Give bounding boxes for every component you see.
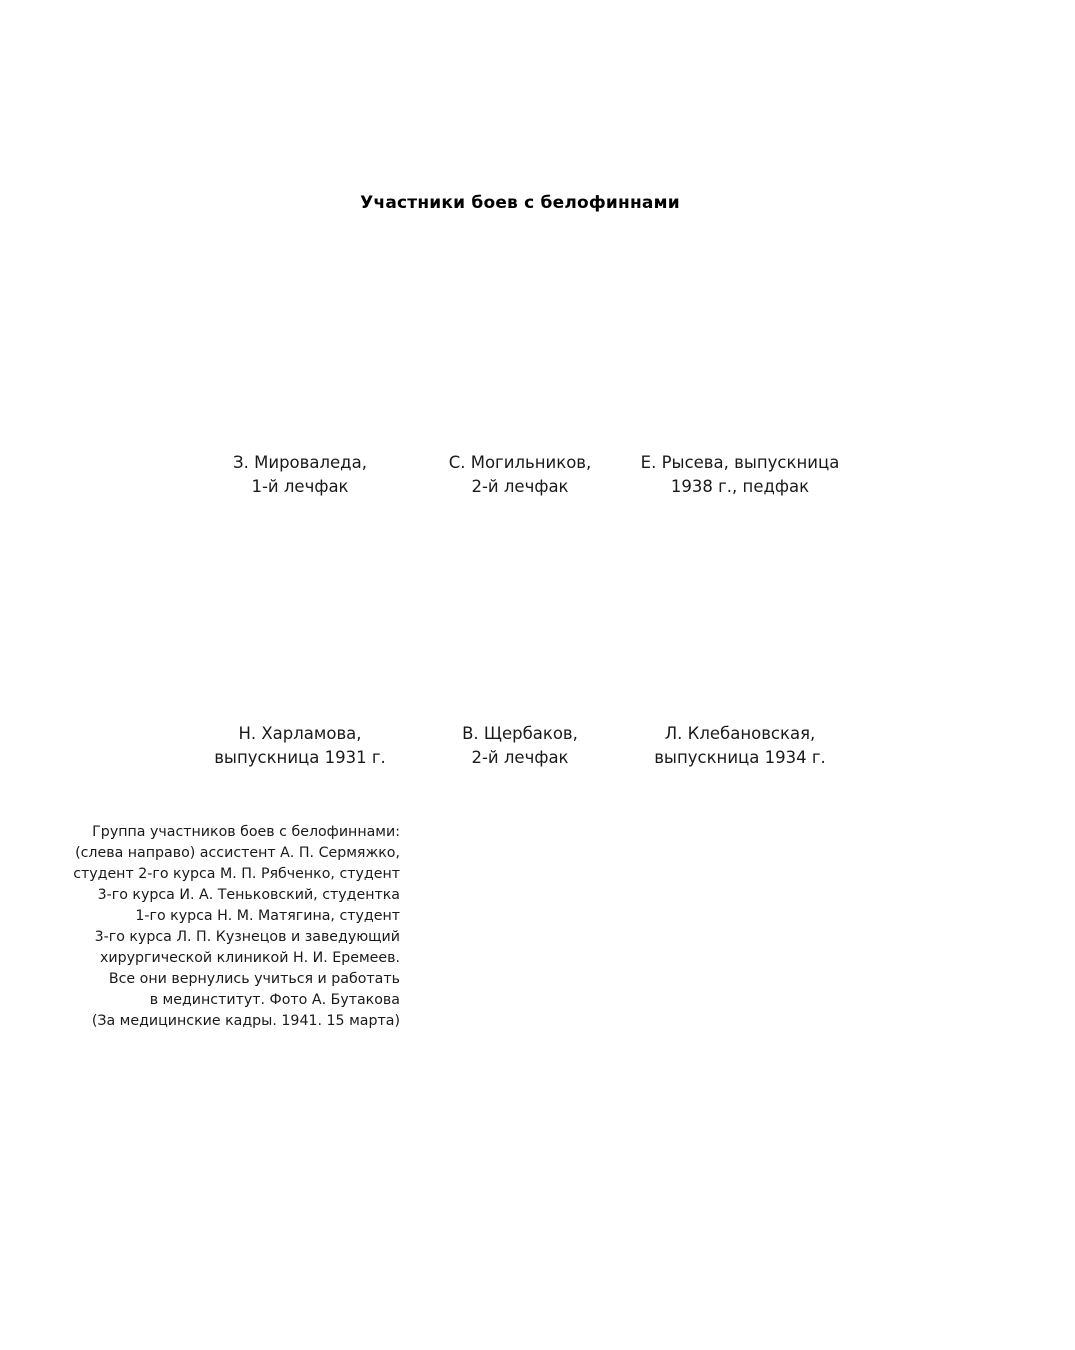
caption-detail: 1938 г., педфак xyxy=(670,477,810,496)
caption-name: З. Мироваледа, xyxy=(233,453,367,472)
portrait-caption xyxy=(400,451,640,499)
group-photo-caption xyxy=(40,822,400,1032)
caption-line: 3-го курса И. А. Теньковский, студентка xyxy=(97,887,400,903)
caption-line: (слева направо) ассистент А. П. Сермяжко, xyxy=(75,845,400,861)
page-title: Участники боев с белофиннами xyxy=(360,193,680,213)
portrait-caption xyxy=(180,722,420,770)
caption-detail: выпускница 1931 г. xyxy=(214,748,386,767)
caption-name: Е. Рысева, выпускница xyxy=(640,453,840,472)
caption-line: Группа участников боев с белофиннами: xyxy=(92,824,400,840)
caption-name: Н. Харламова, xyxy=(238,724,362,743)
caption-detail: 1-й лечфак xyxy=(251,477,349,496)
caption-line: 1-го курса Н. М. Матягина, студент xyxy=(135,908,400,924)
caption-line: в мединститут. Фото А. Бутакова xyxy=(149,992,400,1008)
portrait-caption xyxy=(180,451,420,499)
caption-detail: 2-й лечфак xyxy=(471,748,569,767)
caption-line: студент 2-го курса М. П. Рябченко, студент xyxy=(73,866,400,882)
portrait-caption xyxy=(620,722,860,770)
caption-name: С. Могильников, xyxy=(448,453,592,472)
caption-line: (За медицинские кадры. 1941. 15 марта) xyxy=(91,1013,400,1029)
caption-name: В. Щербаков, xyxy=(462,724,578,743)
caption-detail: выпускница 1934 г. xyxy=(654,748,826,767)
caption-line: 3-го курса Л. П. Кузнецов и заведующий xyxy=(94,929,400,945)
caption-line: хирургической клиникой Н. И. Еремеев. xyxy=(100,950,400,966)
caption-detail: 2-й лечфак xyxy=(471,477,569,496)
portrait-caption xyxy=(620,451,860,499)
caption-line: Все они вернулись учиться и работать xyxy=(108,971,400,987)
portrait-caption xyxy=(400,722,640,770)
caption-name: Л. Клебановская, xyxy=(664,724,816,743)
